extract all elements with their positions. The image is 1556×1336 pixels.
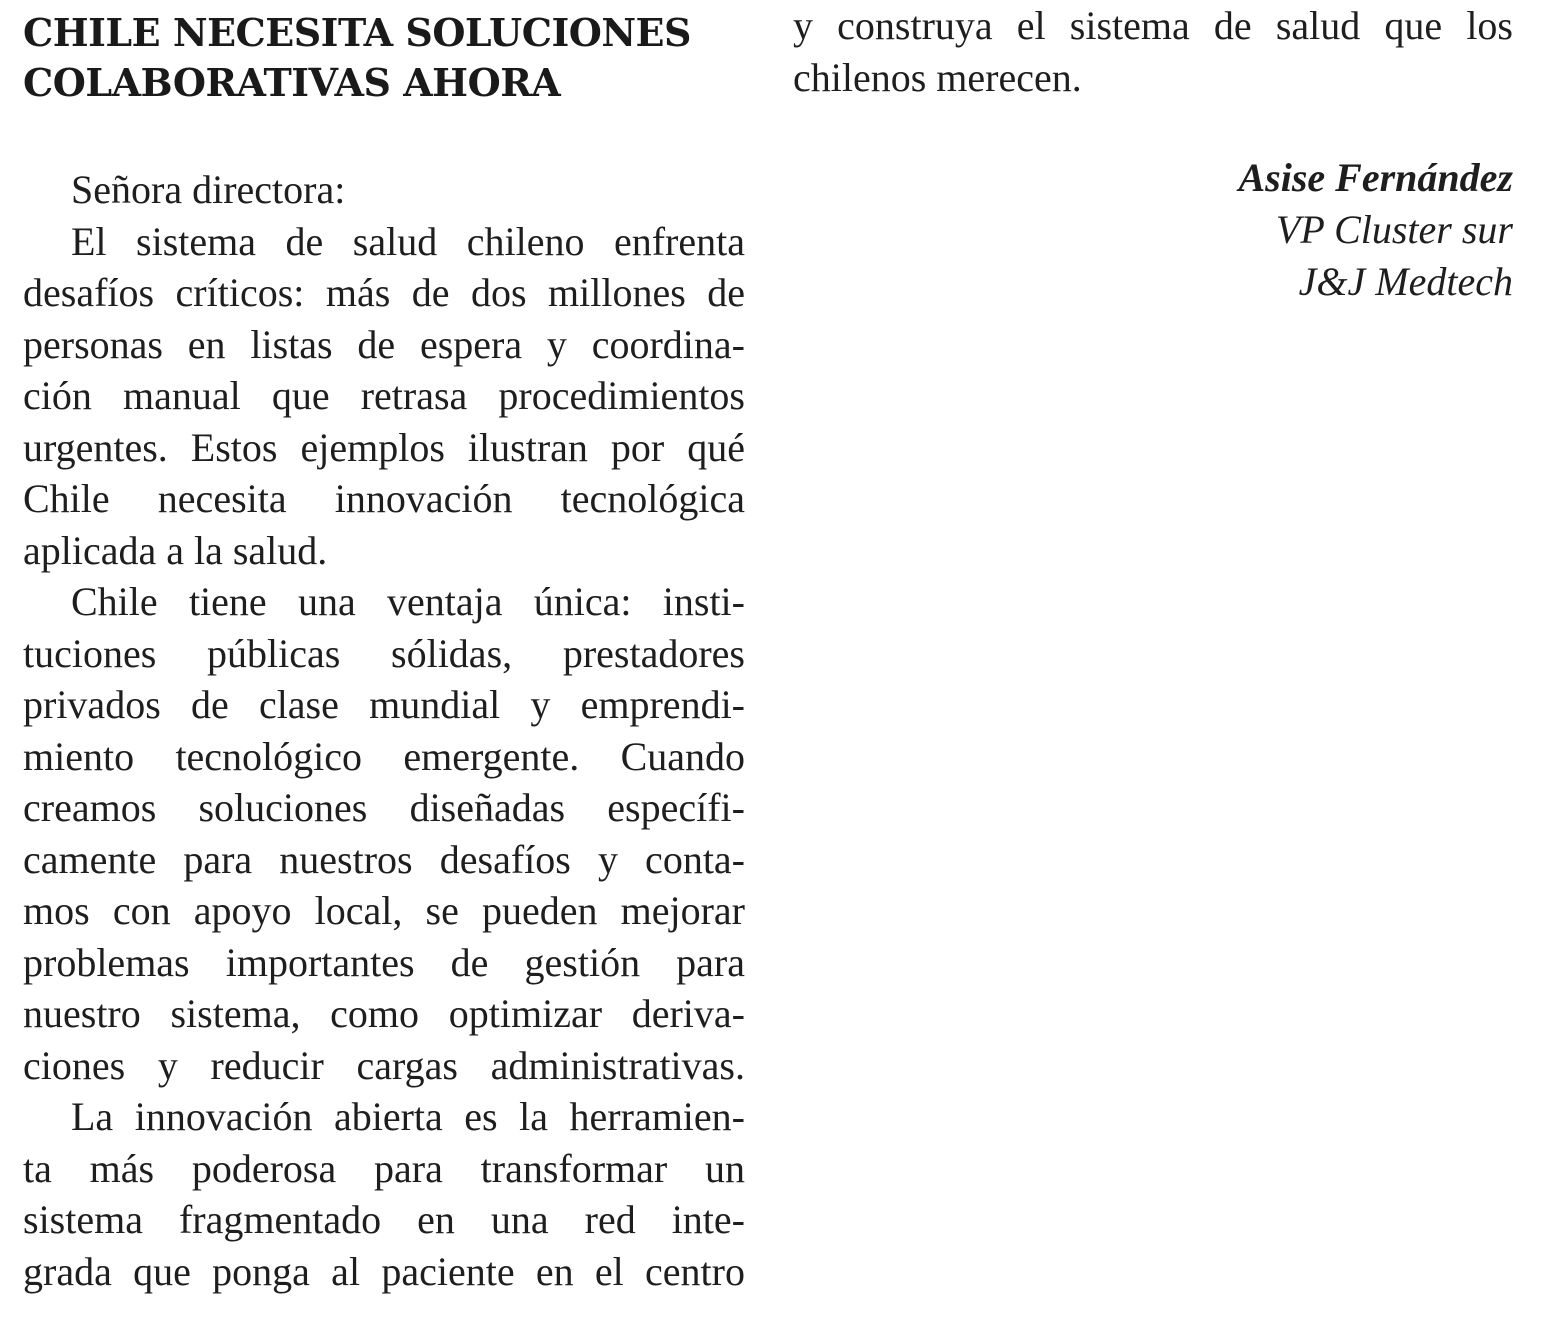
text-line: La innovación abierta es la herramien-: [71, 1094, 745, 1139]
text-line: tuciones públicas sólidas, prestadores: [23, 630, 745, 676]
continuation-text: [793, 0, 1513, 103]
text-line: creamos soluciones diseñadas específi-: [23, 785, 745, 830]
text-line: ta más poderosa para transformar un: [23, 1145, 745, 1191]
headline-line: CHILE NECESITA SOLUCIONES: [23, 10, 691, 55]
signature-name: Asise Fernández: [1238, 155, 1513, 200]
paragraph-3: [23, 1091, 745, 1297]
text-line: camente para nuestros desafíos y conta-: [23, 836, 745, 882]
text-line: personas en listas de espera y coordina-: [23, 321, 745, 367]
right-column: [793, 0, 1513, 304]
text-line: aplicada a la salud.: [23, 527, 328, 573]
paragraph-2: [23, 576, 745, 1091]
text-line: El sistema de salud chileno enfrenta: [71, 218, 745, 264]
text-line: problemas importantes de gestión para: [23, 939, 745, 985]
text-line: grada que ponga al paciente en el centro: [23, 1248, 745, 1294]
text-line: mos con apoyo local, se pueden mejorar: [23, 888, 745, 933]
text-line: Chile tiene una ventaja única: insti-: [71, 579, 745, 624]
text-line: ción manual que retrasa procedimientos: [23, 373, 745, 418]
text-line: nuestro sistema, como optimizar deriva-: [23, 991, 745, 1036]
text-line: privados de clase mundial y emprendi-: [23, 682, 745, 727]
text-line: y construya el sistema de salud que los: [793, 3, 1513, 48]
paragraph-1: [23, 216, 745, 577]
salutation-text: Señora directora:: [71, 167, 346, 212]
text-line: chilenos merecen.: [793, 54, 1082, 100]
signature-block: [1239, 152, 1514, 308]
text-line: sistema fragmentado en una red inte-: [23, 1197, 745, 1242]
text-line: ciones y reducir cargas administrativas.: [23, 1042, 745, 1088]
left-column: [23, 8, 745, 1297]
text-line: urgentes. Estos ejemplos ilustran por qué: [23, 424, 745, 470]
text-line: miento tecnológico emergente. Cuando: [23, 733, 745, 779]
signature-title: VP Cluster sur: [1275, 207, 1513, 252]
letter-body: [23, 164, 745, 1297]
text-line: desafíos críticos: más de dos millones de: [23, 270, 745, 315]
signature-company: J&J Medtech: [1298, 259, 1513, 304]
headline: [23, 8, 745, 108]
salutation: [23, 164, 745, 216]
text-line: Chile necesita innovación tecnológica: [23, 476, 745, 521]
headline-line: COLABORATIVAS AHORA: [23, 60, 561, 105]
